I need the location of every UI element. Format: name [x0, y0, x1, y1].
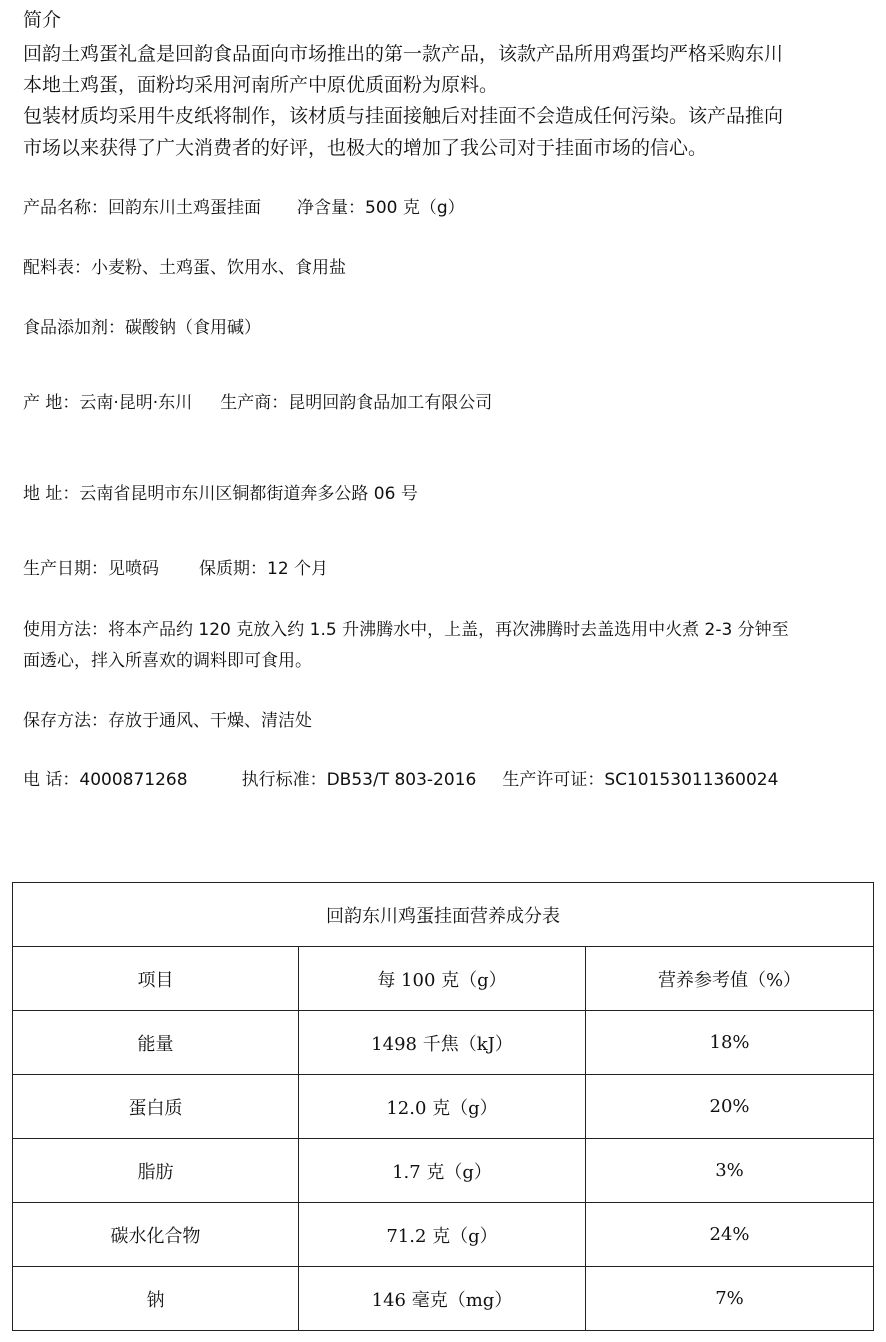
- production-license: 生产许可证：SC10153011360024: [502, 770, 779, 790]
- origin-row: [23, 391, 492, 415]
- nutrient-amount: 146 毫克（mg）: [299, 1267, 586, 1331]
- storage-method: 保存方法：存放于通风、干燥、清洁处: [23, 711, 312, 731]
- table-row: [13, 1075, 874, 1139]
- table-row: [13, 1267, 874, 1331]
- ingredients: 配料表：小麦粉、土鸡蛋、饮用水、食用盐: [23, 258, 346, 278]
- nutrient-nrv: 20%: [586, 1075, 874, 1139]
- shelf-life: 保质期：12 个月: [199, 559, 329, 579]
- product-name: 产品名称：回韵东川土鸡蛋挂面: [23, 198, 261, 218]
- column-header-nrv: 营养参考值（%）: [586, 947, 874, 1011]
- table-row: [13, 1203, 874, 1267]
- nutrition-table: [12, 882, 874, 1331]
- nutrient-nrv: 7%: [586, 1267, 874, 1331]
- intro-paragraph-2-line-1: 包装材质均采用牛皮纸将制作，该材质与挂面接触后对挂面不会造成任何污染。该产品推向: [23, 105, 784, 127]
- intro-heading: 简介: [23, 9, 62, 31]
- phone: 电 话：4000871268: [23, 770, 188, 790]
- date-row: [23, 557, 328, 581]
- execution-standard: 执行标准：DB53/T 803-2016: [241, 770, 477, 790]
- table-row: [13, 1011, 874, 1075]
- usage-line-1: 使用方法：将本产品约 120 克放入约 1.5 升沸腾水中，上盖，再次沸腾时去盖选用中火煮 2-3 分钟至: [23, 620, 789, 640]
- nutrient-name: 脂肪: [13, 1139, 299, 1203]
- intro-paragraph-2-line-2: 市场以来获得了广大消费者的好评，也极大的增加了我公司对于挂面市场的信心。: [23, 137, 708, 159]
- nutrient-nrv: 3%: [586, 1139, 874, 1203]
- nutrient-name: 钠: [13, 1267, 299, 1331]
- nutrient-amount: 1.7 克（g）: [299, 1139, 586, 1203]
- table-header-row: [13, 947, 874, 1011]
- nutrient-name: 能量: [13, 1011, 299, 1075]
- food-additives: 食品添加剂：碳酸钠（食用碱）: [23, 318, 261, 338]
- nutrient-name: 蛋白质: [13, 1075, 299, 1139]
- nutrient-name: 碳水化合物: [13, 1203, 299, 1267]
- usage-line-2: 面透心，拌入所喜欢的调料即可食用。: [23, 651, 312, 671]
- nutrient-nrv: 24%: [586, 1203, 874, 1267]
- nutrition-table-title: 回韵东川鸡蛋挂面营养成分表: [13, 883, 874, 947]
- contact-row: [23, 768, 778, 792]
- table-title-row: [13, 883, 874, 947]
- column-header-per-100g: 每 100 克（g）: [299, 947, 586, 1011]
- origin: 产 地：云南·昆明·东川: [23, 393, 193, 413]
- intro-paragraph-1-line-1: 回韵土鸡蛋礼盒是回韵食品面向市场推出的第一款产品，该款产品所用鸡蛋均严格采购东川: [23, 43, 784, 65]
- production-date: 生产日期：见喷码: [23, 559, 159, 579]
- nutrient-amount: 71.2 克（g）: [299, 1203, 586, 1267]
- net-weight: 净含量：500 克（g）: [297, 198, 465, 218]
- intro-paragraph-1-line-2: 本地土鸡蛋，面粉均采用河南所产中原优质面粉为原料。: [23, 74, 499, 96]
- product-name-row: [23, 196, 465, 220]
- table-row: [13, 1139, 874, 1203]
- nutrient-amount: 12.0 克（g）: [299, 1075, 586, 1139]
- nutrient-nrv: 18%: [586, 1011, 874, 1075]
- column-header-item: 项目: [13, 947, 299, 1011]
- manufacturer: 生产商：昆明回韵食品加工有限公司: [220, 393, 493, 413]
- address: 地 址：云南省昆明市东川区铜都街道奔多公路 06 号: [23, 484, 418, 504]
- nutrient-amount: 1498 千焦（kJ）: [299, 1011, 586, 1075]
